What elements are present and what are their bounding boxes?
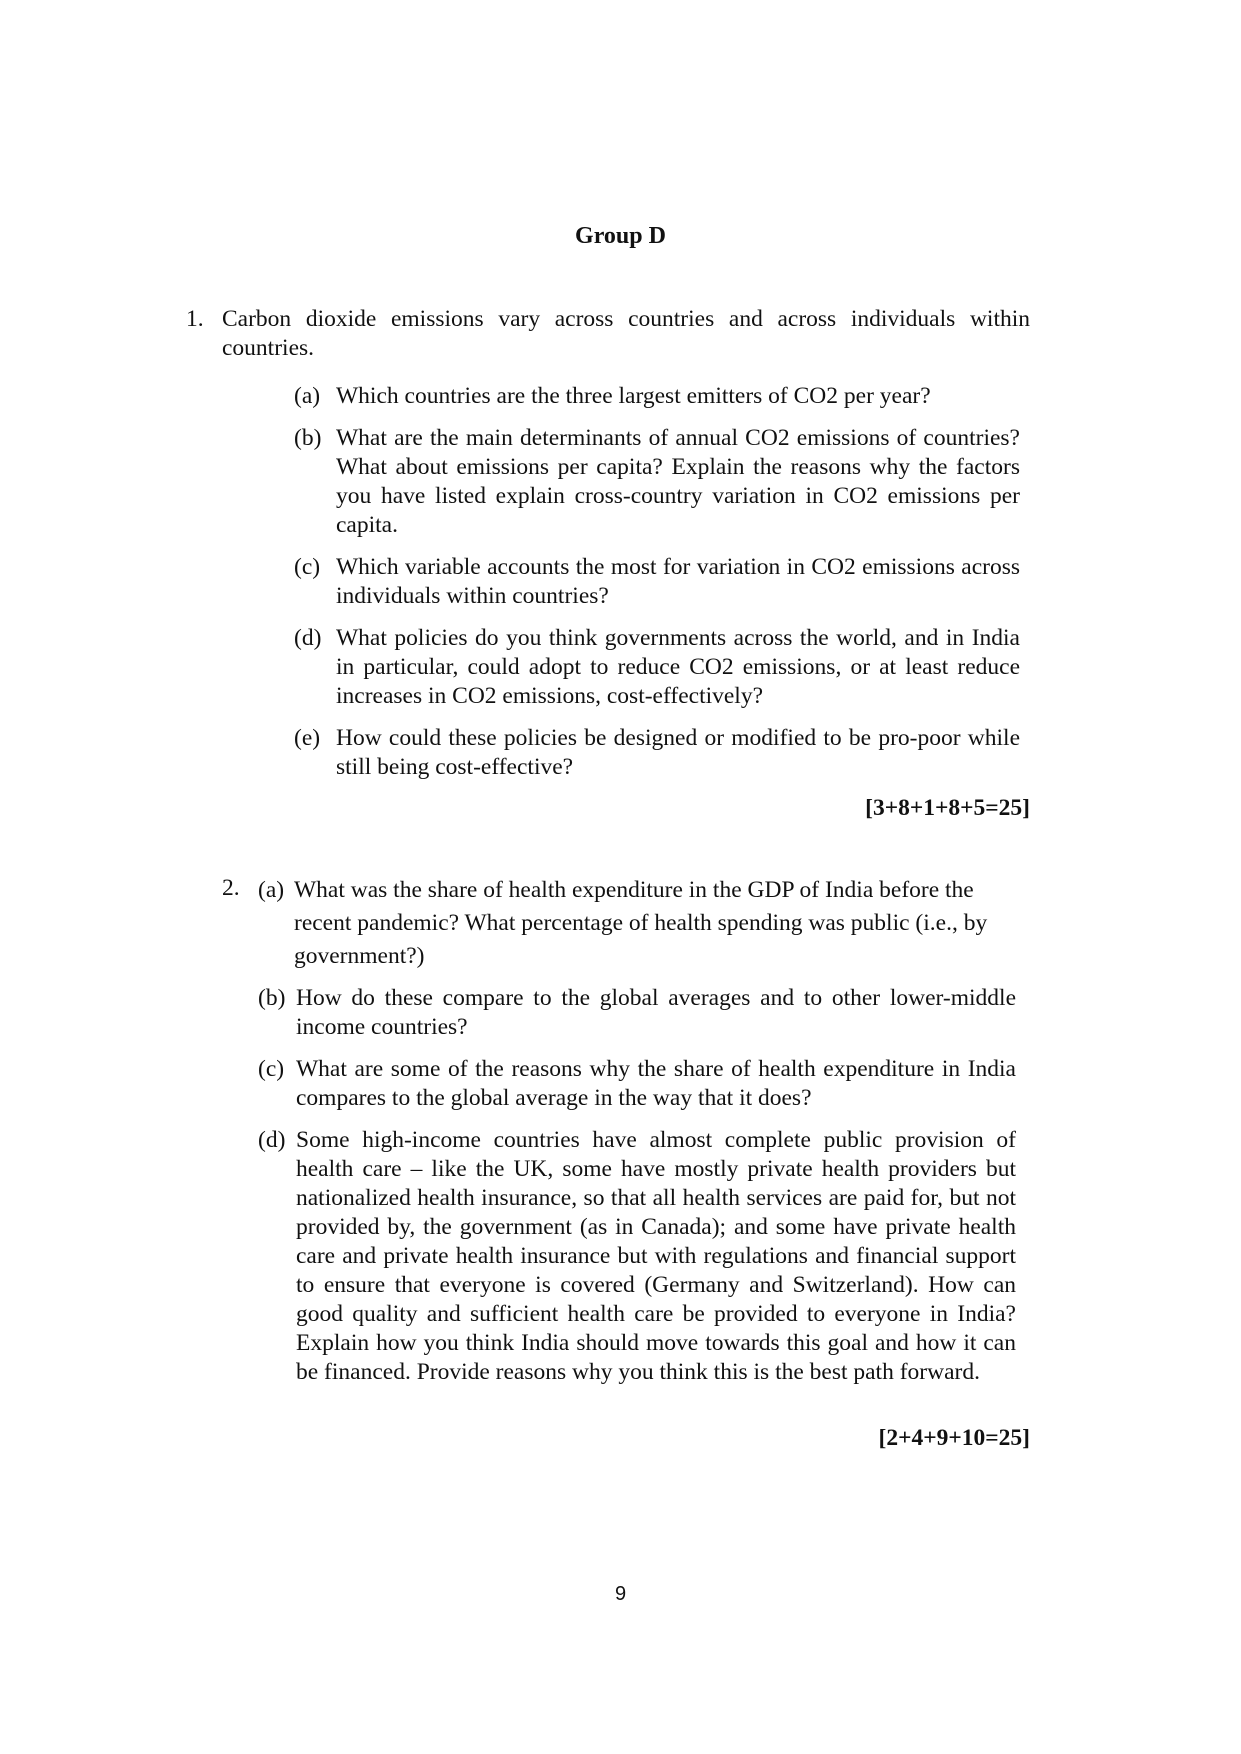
part-label: (c): [258, 1056, 285, 1082]
question-number: 1.: [186, 306, 204, 332]
question-1-part-e: [294, 724, 1020, 782]
part-text: What are the main determinants of annual CO2 emissions of countries? What about emissions per capita? Explain the reasons why the factors you have listed explain cross-country variation in CO2 emissions per capita.: [336, 425, 1020, 538]
question-2-marks: [2+4+9+10=25]: [878, 1425, 1030, 1451]
question-2-part-d: [258, 1126, 1016, 1387]
part-label: (e): [294, 725, 321, 751]
part-label: (a): [258, 877, 285, 903]
part-label: (b): [258, 985, 286, 1011]
question-1-marks: [3+8+1+8+5=25]: [865, 795, 1030, 821]
question-1-part-d: [294, 624, 1020, 711]
question-intro: Carbon dioxide emissions vary across countries and across individuals within countries.: [222, 306, 1030, 361]
question-1-part-b: [294, 424, 1020, 540]
question-1-part-a: [294, 382, 1020, 411]
part-text: Some high-income countries have almost complete public provision of health care – like the UK, some have mostly private health providers but nationalized health insurance, so that all health services are paid for, but not provided by, the government (as in Canada); and some have private health care and private health insurance but with regulations and financial support to ensure that everyone is covered (Germany and Switzerland). How can good quality and sufficient health care be provided to everyone in India? Explain how you think India should move towards this goal and how it can be financed. Provide reasons why you think this is the best path forward.: [296, 1127, 1016, 1385]
question-2-part-c: [258, 1055, 1016, 1113]
part-label: (d): [258, 1127, 286, 1153]
question-2-part-a: [258, 874, 1016, 973]
part-label: (c): [294, 554, 321, 580]
question-1-part-c: [294, 553, 1020, 611]
question-1: [186, 305, 1030, 363]
part-text: Which variable accounts the most for variation in CO2 emissions across individuals within countries?: [336, 554, 1020, 609]
part-text: How do these compare to the global averages and to other lower-middle income countries?: [296, 985, 1016, 1040]
part-text: What was the share of health expenditure in the GDP of India before the recent pandemic? What percentage of health spending was public (i.e., by government?): [294, 877, 988, 969]
question-number: 2.: [222, 875, 240, 901]
part-label: (d): [294, 625, 322, 651]
part-label: (a): [294, 383, 321, 409]
part-text: How could these policies be designed or modified to be pro-poor while still being cost-effective?: [336, 725, 1020, 780]
question-2-part-b: [258, 984, 1016, 1042]
page-title: Group D: [575, 223, 666, 249]
part-label: (b): [294, 425, 322, 451]
part-text: Which countries are the three largest emitters of CO2 per year?: [336, 383, 931, 409]
page-number: 9: [614, 1583, 627, 1605]
question-2: [222, 874, 1016, 1387]
part-text: What policies do you think governments across the world, and in India in particular, could adopt to reduce CO2 emissions, or at least reduce increases in CO2 emissions, cost-effectively?: [336, 625, 1020, 709]
part-text: What are some of the reasons why the share of health expenditure in India compares to the global average in the way that it does?: [296, 1056, 1016, 1111]
question-1-parts: [294, 382, 1020, 782]
